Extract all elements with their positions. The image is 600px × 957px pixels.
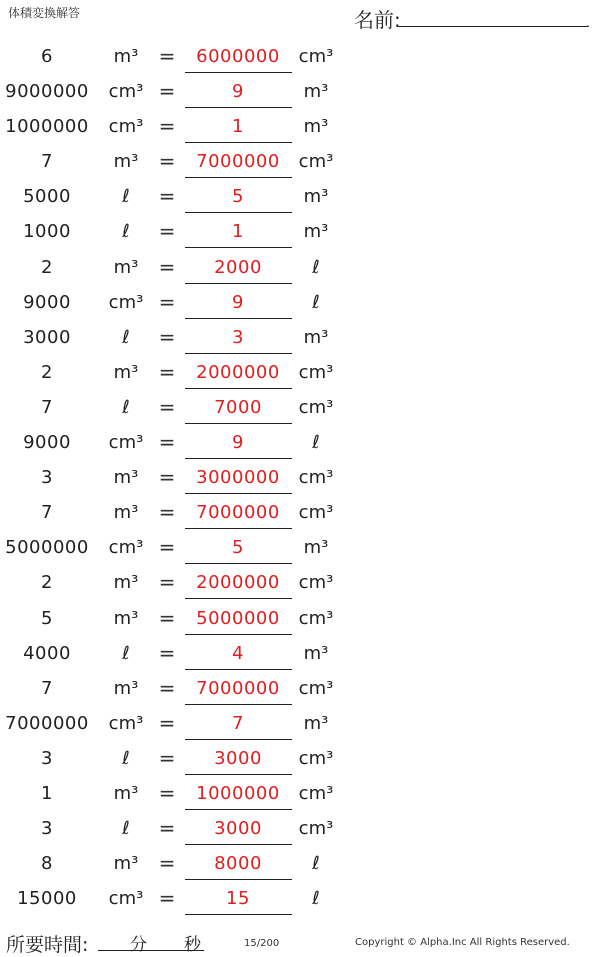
from-unit: m³ <box>113 46 139 67</box>
answer-value[interactable]: 6000000 <box>196 46 280 67</box>
problem-value: 7 <box>41 677 53 699</box>
problem-row <box>0 40 600 75</box>
to-unit: cm³ <box>298 572 334 594</box>
from-unit: cm³ <box>108 432 144 454</box>
to-unit: m³ <box>303 221 329 243</box>
problem-row <box>0 215 600 250</box>
problem-list <box>0 40 600 917</box>
problem-value: 6 <box>41 46 53 67</box>
problem-row <box>0 286 600 321</box>
to-unit: cm³ <box>298 151 334 173</box>
to-unit: m³ <box>303 116 329 138</box>
equals-sign: = <box>158 535 176 560</box>
answer-value[interactable]: 2000000 <box>196 572 280 594</box>
to-unit: ℓ <box>312 256 320 278</box>
answer-underline <box>185 247 292 248</box>
time-taken-label: 所要時間: <box>6 934 89 956</box>
answer-value[interactable]: 9 <box>232 432 244 454</box>
answer-underline <box>185 634 292 635</box>
answer-underline <box>185 809 292 810</box>
answer-value[interactable]: 7 <box>232 712 244 734</box>
problem-value: 3 <box>41 818 53 840</box>
to-unit: m³ <box>303 81 329 103</box>
problem-value: 8 <box>41 853 53 875</box>
answer-value[interactable]: 3000000 <box>196 467 280 489</box>
to-unit: cm³ <box>298 747 334 769</box>
problem-value: 5 <box>41 607 53 629</box>
problem-row <box>0 391 600 426</box>
problem-value: 7 <box>41 396 53 418</box>
answer-value[interactable]: 1 <box>232 116 244 138</box>
equals-sign: = <box>158 149 176 174</box>
to-unit: m³ <box>303 712 329 734</box>
equals-sign: = <box>158 570 176 595</box>
answer-value[interactable]: 3000 <box>214 818 262 840</box>
from-unit: m³ <box>113 782 139 804</box>
problem-row <box>0 356 600 391</box>
to-unit: cm³ <box>298 502 334 524</box>
answer-value[interactable]: 9 <box>232 291 244 313</box>
answer-value[interactable]: 15 <box>226 888 250 910</box>
equals-sign: = <box>158 254 176 279</box>
equals-sign: = <box>158 640 176 665</box>
answer-value[interactable]: 7000000 <box>196 677 280 699</box>
problem-row <box>0 251 600 286</box>
equals-sign: = <box>158 114 176 139</box>
answer-underline <box>185 458 292 459</box>
answer-value[interactable]: 7000000 <box>196 502 280 524</box>
from-unit: ℓ <box>122 642 130 664</box>
from-unit: cm³ <box>108 116 144 138</box>
answer-value[interactable]: 1000000 <box>196 782 280 804</box>
answer-underline <box>185 844 292 845</box>
answer-underline <box>185 318 292 319</box>
equals-sign: = <box>158 780 176 805</box>
answer-underline <box>185 704 292 705</box>
answer-underline <box>185 528 292 529</box>
to-unit: m³ <box>303 642 329 664</box>
equals-sign: = <box>158 745 176 770</box>
answer-underline <box>185 283 292 284</box>
from-unit: cm³ <box>108 537 144 559</box>
minutes-label: 分 <box>130 935 147 955</box>
from-unit: cm³ <box>108 291 144 313</box>
problem-row <box>0 321 600 356</box>
answer-value[interactable]: 7000 <box>214 396 262 418</box>
problem-row <box>0 672 600 707</box>
answer-value[interactable]: 9 <box>232 81 244 103</box>
to-unit: cm³ <box>298 677 334 699</box>
answer-value[interactable]: 4 <box>232 642 244 664</box>
to-unit: ℓ <box>312 291 320 313</box>
answer-underline <box>185 739 292 740</box>
problem-row <box>0 496 600 531</box>
answer-value[interactable]: 5000000 <box>196 607 280 629</box>
problem-value: 5000 <box>23 186 71 208</box>
equals-sign: = <box>158 500 176 525</box>
equals-sign: = <box>158 289 176 314</box>
to-unit: cm³ <box>298 607 334 629</box>
from-unit: m³ <box>113 853 139 875</box>
from-unit: m³ <box>113 502 139 524</box>
answer-underline <box>185 669 292 670</box>
problem-value: 4000 <box>23 642 71 664</box>
answer-underline <box>185 879 292 880</box>
problem-row <box>0 145 600 180</box>
problem-row <box>0 531 600 566</box>
problem-row <box>0 777 600 812</box>
answer-underline <box>185 598 292 599</box>
to-unit: m³ <box>303 186 329 208</box>
equals-sign: = <box>158 430 176 455</box>
answer-underline <box>185 423 292 424</box>
equals-sign: = <box>158 816 176 841</box>
equals-sign: = <box>158 219 176 244</box>
problem-value: 1000000 <box>5 116 89 138</box>
to-unit: cm³ <box>298 782 334 804</box>
answer-value[interactable]: 5 <box>232 537 244 559</box>
equals-sign: = <box>158 184 176 209</box>
problem-value: 2 <box>41 361 53 383</box>
from-unit: m³ <box>113 467 139 489</box>
to-unit: cm³ <box>298 361 334 383</box>
from-unit: m³ <box>113 361 139 383</box>
answer-underline <box>185 72 292 73</box>
from-unit: ℓ <box>122 221 130 243</box>
equals-sign: = <box>158 359 176 384</box>
problem-value: 2 <box>41 572 53 594</box>
answer-value[interactable]: 2000000 <box>196 361 280 383</box>
from-unit: m³ <box>113 677 139 699</box>
problem-row <box>0 75 600 110</box>
equals-sign: = <box>158 710 176 735</box>
answer-value[interactable]: 7000000 <box>196 151 280 173</box>
problem-row <box>0 566 600 601</box>
from-unit: ℓ <box>122 396 130 418</box>
problem-row <box>0 637 600 672</box>
seconds-label: 秒 <box>184 935 201 955</box>
answer-value[interactable]: 5 <box>232 186 244 208</box>
equals-sign: = <box>158 44 176 68</box>
to-unit: m³ <box>303 326 329 348</box>
problem-value: 5000000 <box>5 537 89 559</box>
problem-row <box>0 707 600 742</box>
problem-value: 3 <box>41 747 53 769</box>
problem-value: 1000 <box>23 221 71 243</box>
problem-row <box>0 180 600 215</box>
from-unit: m³ <box>113 151 139 173</box>
answer-underline <box>185 774 292 775</box>
problem-row <box>0 847 600 882</box>
from-unit: ℓ <box>122 818 130 840</box>
answer-value[interactable]: 1 <box>232 221 244 243</box>
problem-value: 3 <box>41 467 53 489</box>
problem-value: 3000 <box>23 326 71 348</box>
equals-sign: = <box>158 324 176 349</box>
equals-sign: = <box>158 465 176 490</box>
to-unit: cm³ <box>298 46 334 67</box>
to-unit: cm³ <box>298 467 334 489</box>
from-unit: cm³ <box>108 81 144 103</box>
document-title: 体積変換解答 <box>8 6 81 20</box>
answer-underline <box>185 388 292 389</box>
problem-row <box>0 461 600 496</box>
problem-value: 7 <box>41 502 53 524</box>
answer-underline <box>185 107 292 108</box>
problem-value: 1 <box>41 782 53 804</box>
problem-row <box>0 882 600 917</box>
answer-value[interactable]: 3 <box>232 326 244 348</box>
name-end-mark: . <box>586 16 590 30</box>
from-unit: ℓ <box>122 747 130 769</box>
problem-row <box>0 812 600 847</box>
problem-value: 9000 <box>23 291 71 313</box>
equals-sign: = <box>158 605 176 630</box>
problem-row <box>0 426 600 461</box>
answer-underline <box>185 353 292 354</box>
from-unit: cm³ <box>108 712 144 734</box>
problem-value: 2 <box>41 256 53 278</box>
problem-row <box>0 602 600 637</box>
to-unit: ℓ <box>312 432 320 454</box>
problem-value: 9000 <box>23 432 71 454</box>
to-unit: ℓ <box>312 853 320 875</box>
name-field-line[interactable] <box>398 26 588 27</box>
equals-sign: = <box>158 886 176 911</box>
name-area <box>354 4 590 30</box>
equals-sign: = <box>158 394 176 419</box>
problem-value: 7000000 <box>5 712 89 734</box>
from-unit: m³ <box>113 256 139 278</box>
to-unit: m³ <box>303 537 329 559</box>
answer-value[interactable]: 3000 <box>214 747 262 769</box>
answer-underline <box>185 177 292 178</box>
from-unit: cm³ <box>108 888 144 910</box>
copyright-notice: Copyright © Alpha.Inc All Rights Reserved. <box>355 937 570 948</box>
to-unit: cm³ <box>298 818 334 840</box>
to-unit: cm³ <box>298 396 334 418</box>
equals-sign: = <box>158 851 176 876</box>
answer-underline <box>185 563 292 564</box>
name-label: 名前: <box>354 8 401 32</box>
answer-value[interactable]: 8000 <box>214 853 262 875</box>
answer-underline <box>185 212 292 213</box>
page-number: 15/200 <box>244 938 280 949</box>
from-unit: m³ <box>113 572 139 594</box>
problem-value: 15000 <box>17 888 77 910</box>
problem-row <box>0 742 600 777</box>
from-unit: ℓ <box>122 186 130 208</box>
from-unit: m³ <box>113 607 139 629</box>
equals-sign: = <box>158 79 176 104</box>
answer-underline <box>185 493 292 494</box>
from-unit: ℓ <box>122 326 130 348</box>
answer-underline <box>185 914 292 915</box>
to-unit: ℓ <box>312 888 320 910</box>
answer-underline <box>185 142 292 143</box>
equals-sign: = <box>158 675 176 700</box>
problem-value: 7 <box>41 151 53 173</box>
problem-value: 9000000 <box>5 81 89 103</box>
answer-value[interactable]: 2000 <box>214 256 262 278</box>
problem-row <box>0 110 600 145</box>
